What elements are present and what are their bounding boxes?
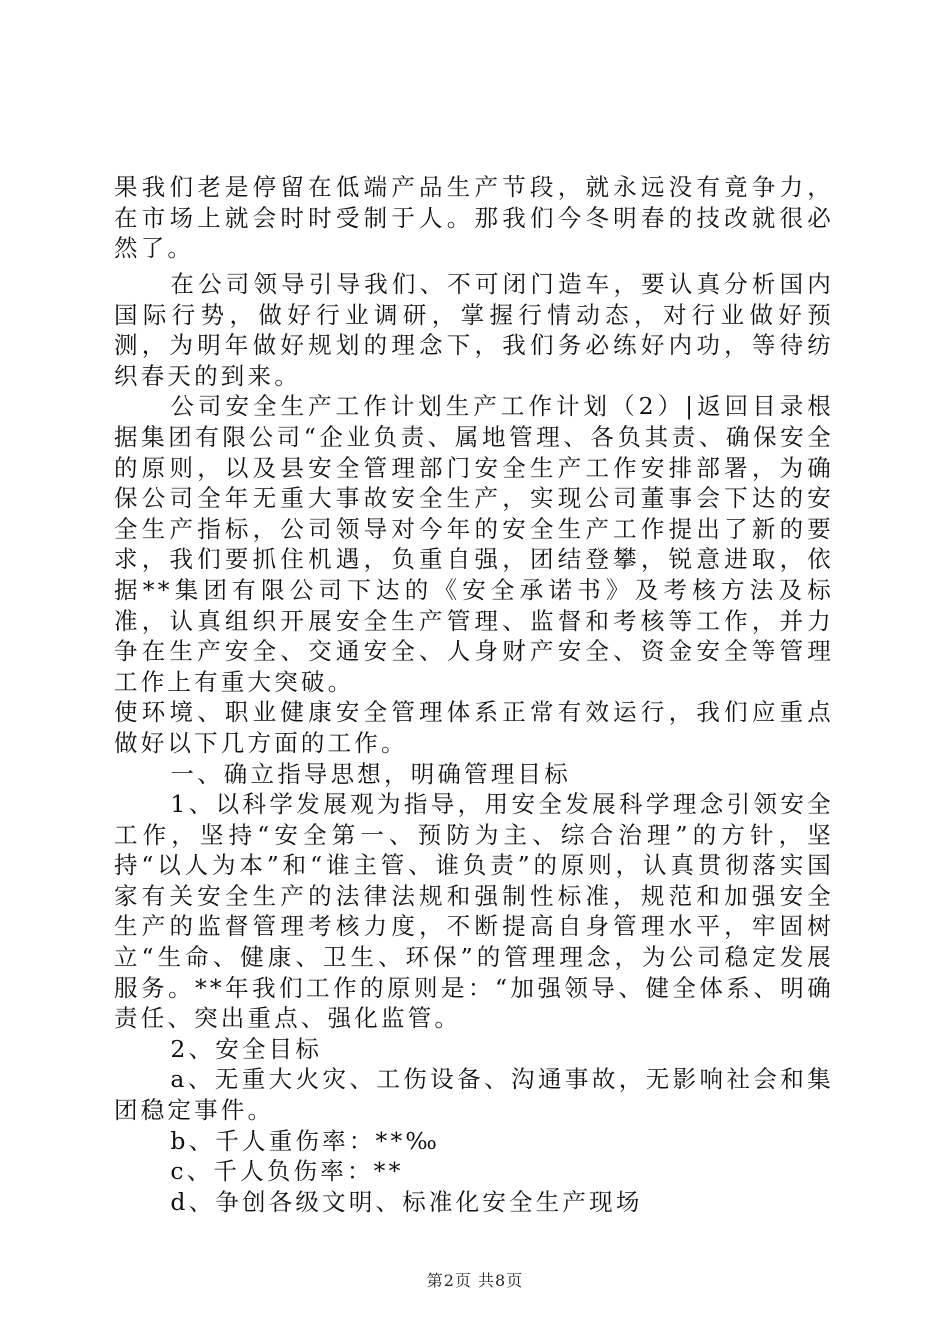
- continuation-paragraph: 果我们老是停留在低端产品生产节段，就永远没有竟争力，在市场上就会时时受制于人。那我们今冬明春的技改就很必然了。: [114, 173, 834, 263]
- paragraph-safety-plan-intro: 公司安全生产工作计划生产工作计划（2）|返回目录根据集团有限公司“企业负责、属地管理、各负其责、确保安全的原则，以及县安全管理部门安全生产工作安排部署，为确保公司全年无重大事故安全生产，实现公司董事会下达的安全生产指标，公司领导对今年的安全生产工作提出了新的要求，我们要抓住机遇，负重自强，团结登攀，锐意进取，依据**集团有限公司下达的《安全承诺书》及考核方法及标准，认真组织开展安全生产管理、监督和考核等工作，并力争在生产安全、交通安全、人身财产安全、资金安全等管理工作上有重大突破。: [114, 392, 834, 696]
- target-item-a: a、无重大火灾、工伤设备、沟通事故，无影响社会和集团稳定事件。: [114, 1065, 834, 1125]
- page-footer: 第2页 共8页: [426, 1271, 524, 1290]
- target-item-c: c、千人负伤率：**: [170, 1157, 404, 1186]
- section-heading-guiding-ideology: 一、确立指导思想，明确管理目标: [170, 759, 571, 788]
- continuation-paragraph-block: [114, 172, 834, 264]
- paragraph-management-system: 使环境、职业健康安全管理体系正常有效运行，我们应重点做好以下几方面的工作。: [114, 698, 834, 757]
- paragraph-item-1: 1、以科学发展观为指导，用安全发展科学理念引领安全工作，坚持“安全第一、预防为主、综合治理”的方针，坚持“以人为本”和“谁主管、谁负责”的原则，认真贯彻落实国家有关安全生产的法律法规和强制性标准，规范和加强安全生产的监督管理考核力度，不断提高自身管理水平，牢固树立“生命、健康、卫生、环保”的管理理念，为公司稳定发展服务。**年我们工作的原则是：“加强领导、健全体系、明确责任、突出重点、强化监管。: [114, 790, 834, 1033]
- paragraph-planning-concept: 在公司领导引导我们、不可闭门造车，要认真分析国内国际行势，做好行业调研，掌握行情动态，对行业做好预测，为明年做好规划的理念下，我们务必练好内功，等待纺织春天的到来。: [114, 270, 834, 390]
- target-item-d: d、争创各级文明、标准化安全生产现场: [170, 1187, 643, 1216]
- subheading-safety-targets: 2、安全目标: [170, 1034, 323, 1063]
- main-text-block: [114, 269, 834, 1217]
- target-item-b: b、千人重伤率：**‰: [170, 1126, 441, 1155]
